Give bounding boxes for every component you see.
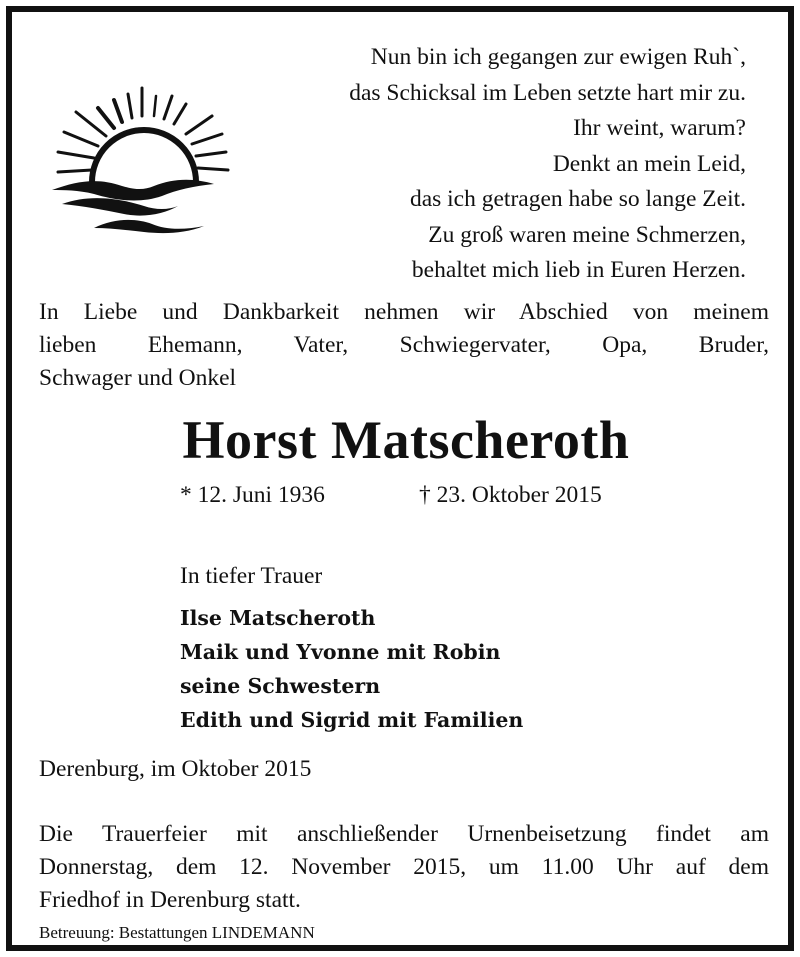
funeral-home-credit: Betreuung: Bestattungen LINDEMANN [39,923,315,942]
setting-sun-icon [44,82,254,242]
mourner: Edith und Sigrid mit Familien [180,708,524,732]
mourning-intro: In tiefer Trauer [180,563,323,589]
death-date: † 23. Oktober 2015 [419,482,602,508]
poem-line: Zu groß waren meine Schmerzen, [428,221,746,248]
mourner: seine Schwestern [180,674,381,698]
birth-date: * 12. Juni 1936 [180,482,325,508]
farewell-intro [39,296,769,395]
poem-line: Denkt an mein Leid, [552,150,746,177]
poem-line: das ich getragen habe so lange Zeit. [409,186,746,212]
funeral-service-info [39,818,769,917]
poem-line: das Schicksal im Leben setzte hart mir zu. [349,79,746,106]
mourner: Ilse Matscheroth [180,606,376,630]
service-line: Donnerstag, dem 12. November 2015, um 11.00 Uhr auf dem [39,854,769,880]
service-line: Friedhof in Derenburg statt. [39,887,301,913]
farewell-line: lieben Ehemann, Vater, Schwiegervater, Opa, Bruder, [39,332,769,358]
service-line: Die Trauerfeier mit anschließender Urnenbeisetzung findet am [39,821,769,847]
notice-frame [6,6,794,951]
poem-line: Nun bin ich gegangen zur ewigen Ruh`, [370,44,746,70]
poem-line: Ihr weint, warum? [573,115,746,141]
farewell-line: In Liebe und Dankbarkeit nehmen wir Abschied von meinem [39,299,769,325]
mourner: Maik und Yvonne mit Robin [180,640,501,664]
place-date: Derenburg, im Oktober 2015 [39,756,312,782]
farewell-line: Schwager und Onkel [39,365,237,391]
poem [266,40,746,289]
poem-line: behaltet mich lieb in Euren Herzen. [411,257,746,283]
mourners-list [180,601,523,737]
deceased-name: Horst Matscheroth [182,410,630,470]
